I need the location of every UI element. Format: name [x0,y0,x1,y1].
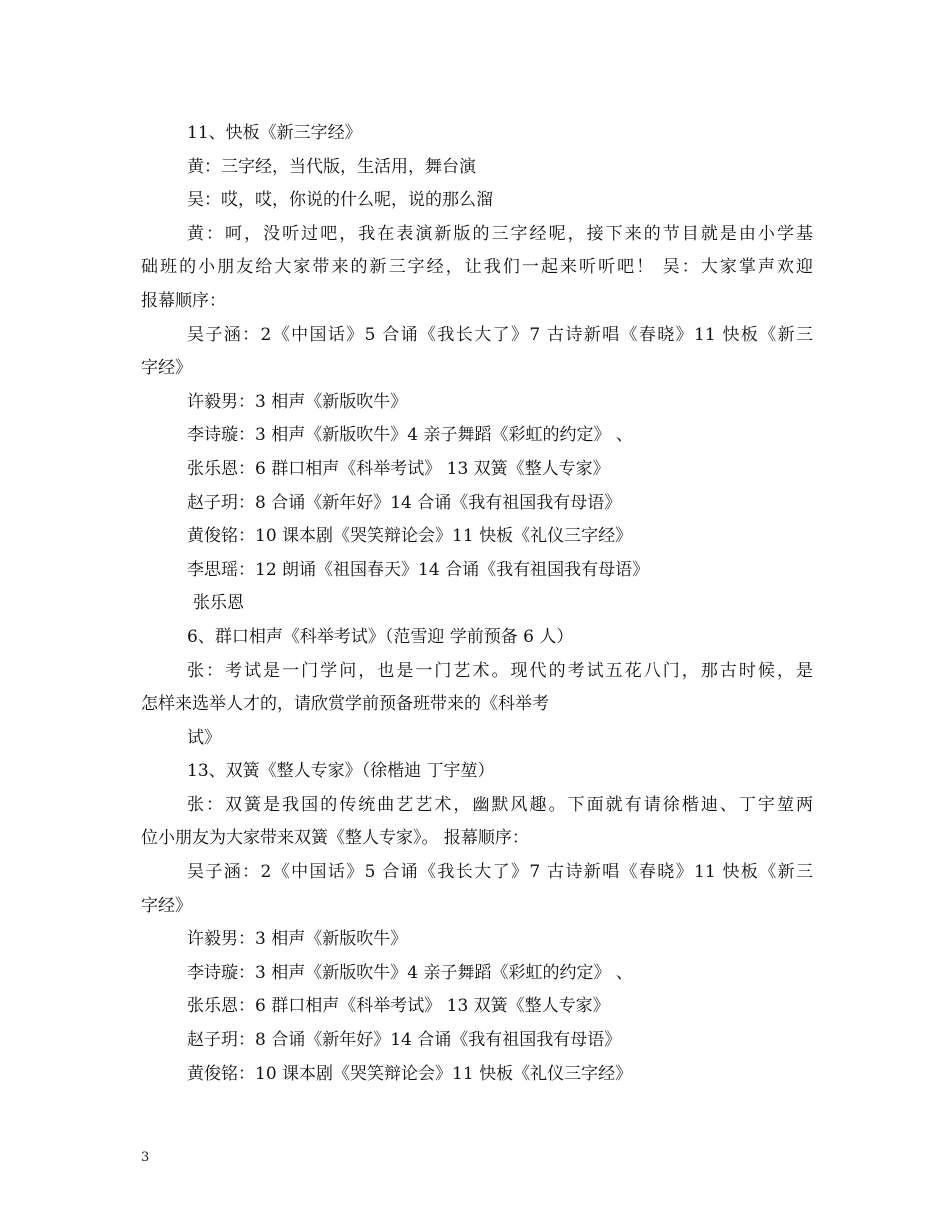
text-line: 张乐恩：6 群口相声《科举考试》 13 双簧《整人专家》 [187,458,610,479]
text-line: 张：双簧是我国的传统曲艺艺术，幽默风趣。下面就有请徐楷迪、丁宇堃两 [187,794,813,815]
text-line: 11、快板《新三字经》 [187,123,362,143]
text-line: 报幕顺序： [141,290,226,311]
text-line: 许毅男：3 相声《新版吹牛》 [187,391,408,412]
text-line: 许毅男：3 相声《新版吹牛》 [187,929,408,950]
text-line: 黄俊铭：10 课本剧《哭笑辩论会》11 快板《礼仪三字经》 [187,1063,633,1084]
text-line: 6、群口相声《科举考试》（范雪迎 学前预备 6 人） [187,626,574,647]
text-line: 础班的小朋友给大家带来的新三字经，让我们一起来听听吧！ 吴：大家掌声欢迎 [141,257,813,278]
text-line: 李诗璇：3 相声《新版吹牛》4 亲子舞蹈《彩虹的约定》 、 [187,425,633,446]
page-number: 3 [141,1150,150,1165]
text-line: 黄：三字经，当代版，生活用，舞台演 [187,156,476,177]
text-line: 字经》 [141,358,192,379]
text-line: 字经》 [141,895,192,916]
text-line: 怎样来选举人才的，请欣赏学前预备班带来的《科举考 [141,694,549,715]
text-line: 黄俊铭：10 课本剧《哭笑辩论会》11 快板《礼仪三字经》 [187,526,633,547]
text-line: 赵子玥：8 合诵《新年好》14 合诵《我有祖国我有母语》 [187,492,622,513]
text-line: 吴子涵：2《中国话》5 合诵《我长大了》7 古诗新唱《春晓》11 快板《新三 [187,862,813,883]
text-line: 黄：呵，没听过吧，我在表演新版的三字经呢，接下来的节目就是由小学基 [187,223,813,244]
text-line: 张：考试是一门学问，也是一门艺术。现代的考试五花八门，那古时候，是 [187,660,813,681]
text-line: 张乐恩 [193,593,244,614]
text-line: 13、双簧《整人专家》（徐楷迪 丁宇堃） [187,761,495,782]
text-line: 赵子玥：8 合诵《新年好》14 合诵《我有祖国我有母语》 [187,1030,622,1051]
text-line: 位小朋友为大家带来双簧《整人专家》。 报幕顺序： [141,828,529,849]
text-line: 张乐恩：6 群口相声《科举考试》 13 双簧《整人专家》 [187,996,610,1017]
text-line: 吴：哎，哎，你说的什么呢，说的那么溜 [187,190,493,211]
document-body [141,117,813,1091]
text-line: 吴子涵：2《中国话》5 合诵《我长大了》7 古诗新唱《春晓》11 快板《新三 [187,324,813,345]
text-line: 试》 [187,727,221,748]
text-line: 李思瑶：12 朗诵《祖国春天》14 合诵《我有祖国我有母语》 [187,559,650,580]
text-line: 李诗璇：3 相声《新版吹牛》4 亲子舞蹈《彩虹的约定》 、 [187,962,633,983]
